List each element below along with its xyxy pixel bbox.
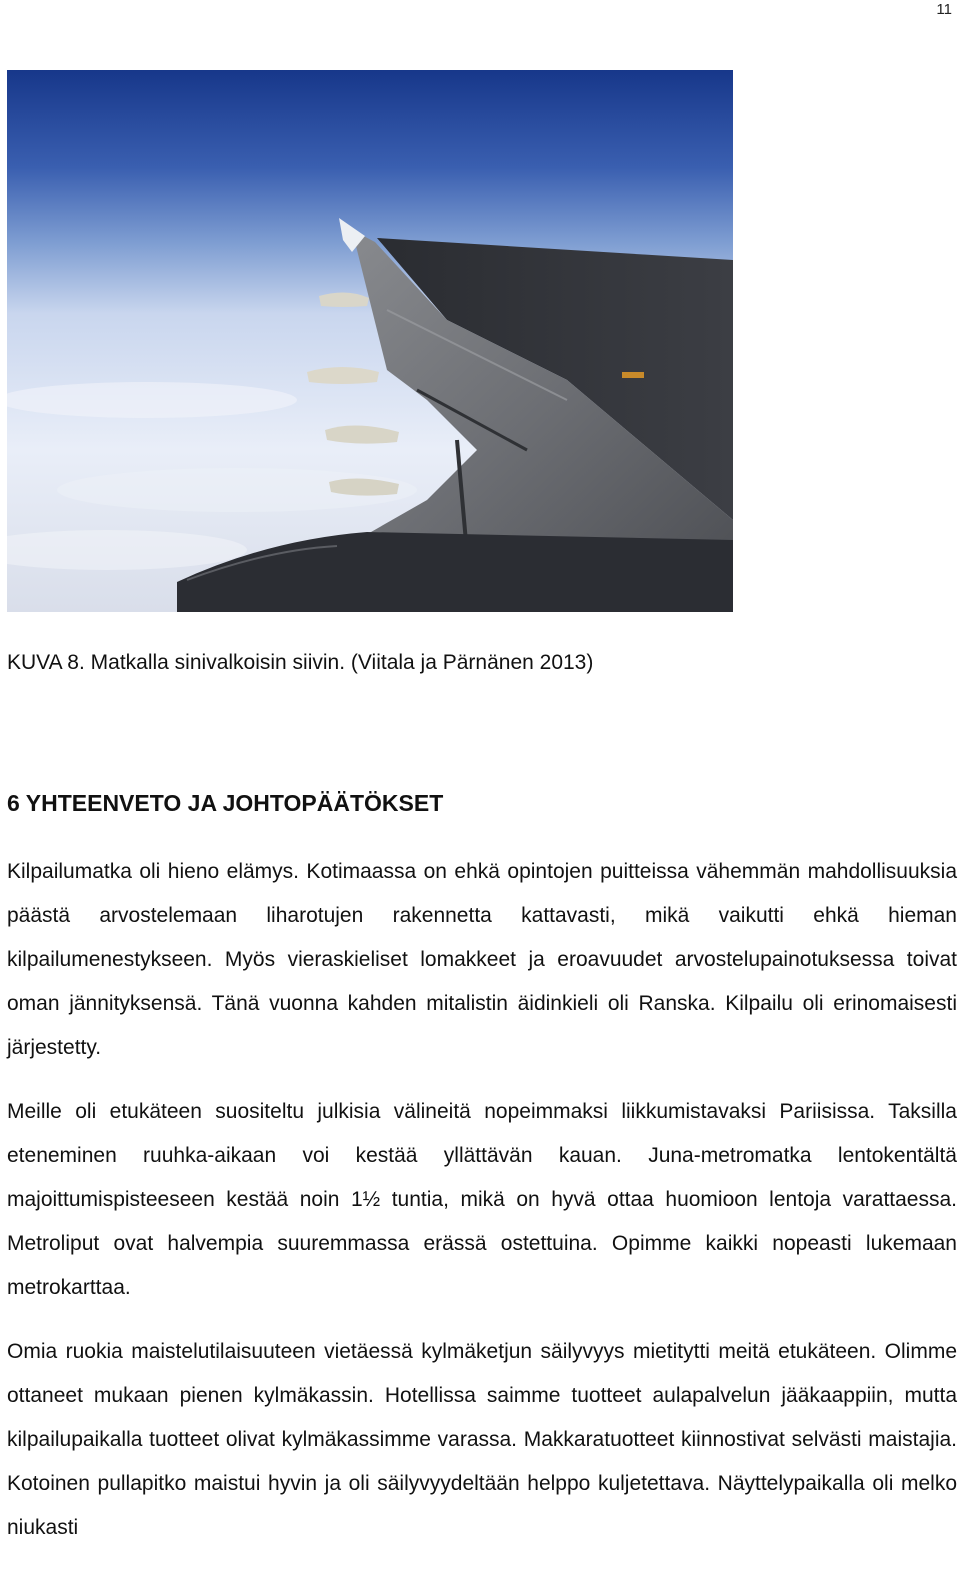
figure-caption: KUVA 8. Matkalla sinivalkoisin siivin. (Viitala ja Pärnänen 2013) — [7, 651, 594, 674]
section-heading: 6 YHTEENVETO JA JOHTOPÄÄTÖKSET — [7, 790, 444, 816]
airplane-wing-photo — [7, 70, 733, 612]
section-body — [7, 850, 957, 1570]
page-number: 11 — [936, 1, 952, 18]
paragraph-3: Omia ruokia maistelutilaisuuteen vietäessä kylmäketjun säilyvyys mietitytti meitä etukäteen. Olimme ottaneet mukaan pienen kylmäkassin. Hotellissa saimme tuotteet aulapalvelun jääkaappiin, mutta kilpailupaikalla tuotteet olivat kylmäkassimme varassa. Makkaratuotteet kiinnostivat selvästi maistajia. Kotoinen pullapitko maistui hyvin ja oli säilyvyydeltään helppo kuljetettava. Näyttelypaikalla oli melko niukasti — [7, 1340, 957, 1539]
paragraph-2: Meille oli etukäteen suositeltu julkisia välineitä nopeimmaksi liikkumistavaksi Pariisissa. Taksilla eteneminen ruuhka-aikaan voi kestää yllättävän kauan. Juna-metromatka lentokentältä majoittumispisteeseen kestää noin 1½ tuntia, mikä on hyvä ottaa huomioon lentoja varattaessa. Metroliput ovat halvempia suuremmassa erässä ostettuina. Opimme kaikki nopeasti lukemaan metrokarttaa. — [7, 1100, 957, 1299]
paragraph-1: Kilpailumatka oli hieno elämys. Kotimaassa on ehkä opintojen puitteissa vähemmän mahdollisuuksia päästä arvostelemaan liharotujen rakennetta kattavasti, mikä vaikutti ehkä hieman kilpailumenestykseen. Myös vieraskieliset lomakkeet ja eroavuudet arvostelupainotuksessa toivat oman jännityksensä. Tänä vuonna kahden mitalistin äidinkieli oli Ranska. Kilpailu oli erinomaisesti järjestetty. — [7, 860, 957, 1059]
